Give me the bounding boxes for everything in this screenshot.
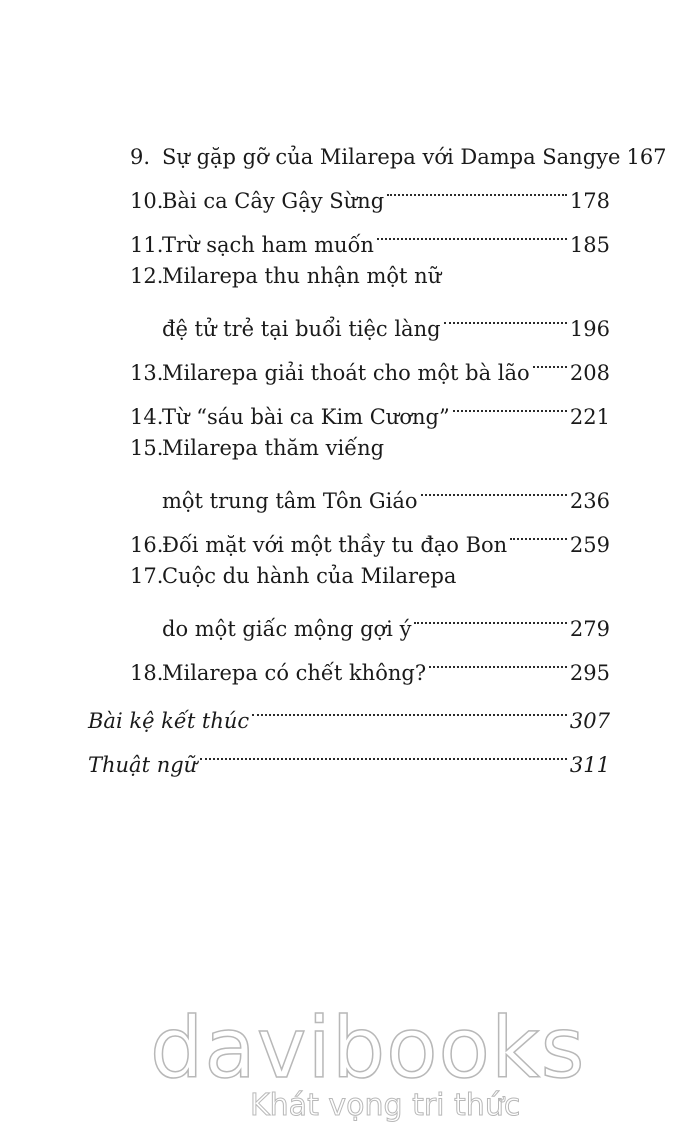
toc-entry-17 [130,556,610,641]
toc-entry-14 [130,384,610,429]
toc-title: Bài ca Cây Gậy Sừng [162,189,385,213]
toc-number: 11. [130,233,164,257]
back-matter-title: Thuật ngữ [88,753,198,777]
toc-number: 18. [130,661,164,685]
toc-entry-16 [130,512,610,557]
toc-number: 12. [130,264,164,288]
back-matter-entry [88,732,610,777]
toc-title: Đối mặt với một thầy tu đạo Bon [162,533,508,557]
toc-title-continued: một trung tâm Tôn Giáo [162,489,418,513]
toc-leader [533,340,567,380]
toc-title-continued: đệ tử trẻ tại buổi tiệc làng [162,317,441,341]
watermark-brand: davibooks [150,999,586,1097]
toc-number: 17. [130,564,164,588]
back-matter-page: 307 [569,709,610,733]
toc-page: 178 [569,189,610,213]
toc-leader [421,468,567,508]
toc-title-continued: do một giấc mộng gợi ý [162,617,412,641]
toc-leader [453,384,567,424]
toc-leader [414,596,566,636]
toc-title: Milarepa giải thoát cho một bà lão [162,361,530,385]
toc-number: 15. [130,436,164,460]
toc-page: 279 [569,617,610,641]
toc-leader [510,512,567,552]
toc-number: 13. [130,361,164,385]
toc-leader [377,212,567,252]
back-matter-list [88,688,610,777]
toc-title: Sự gặp gỡ của Milarepa với Dampa Sangye [162,145,621,169]
toc-leader [252,688,567,728]
toc-entry-12 [130,256,610,341]
toc-entry-13 [130,340,610,385]
toc-page: 221 [569,405,610,429]
toc-title: Milarepa có chết không? [162,661,427,685]
toc-title: Milarepa thăm viếng [162,436,385,460]
toc-title: Cuộc du hành của Milarepa [162,564,457,588]
toc-entry-10 [130,168,610,213]
back-matter-entry [88,688,610,733]
toc-entry-11 [130,212,610,257]
toc-number: 9. [130,145,151,169]
back-matter-title: Bài kệ kết thúc [88,709,250,733]
back-matter-page: 311 [569,753,610,777]
table-of-contents [130,124,667,685]
watermark-tagline: Khát vọng tri thức [250,1088,521,1123]
toc-leader [387,168,567,208]
toc-title: Milarepa thu nhận một nữ [162,264,442,288]
toc-page: 295 [569,661,610,685]
toc-title: Từ “sáu bài ca Kim Cương” [162,405,450,429]
toc-leader [444,296,567,336]
toc-entry-15 [130,428,610,513]
toc-number: 10. [130,189,164,213]
toc-page: 196 [569,317,610,341]
toc-leader [429,640,567,680]
toc-page: 208 [569,361,610,385]
toc-number: 14. [130,405,164,429]
toc-page: 236 [569,489,610,513]
toc-page: 185 [569,233,610,257]
toc-page: 167 [626,145,667,169]
publisher-watermark [150,999,586,1124]
toc-entry-18 [130,640,610,685]
toc-entry-9 [130,124,667,169]
toc-number: 16. [130,533,164,557]
toc-title: Trừ sạch ham muốn [162,233,374,257]
toc-page: 259 [569,533,610,557]
toc-leader [200,732,567,772]
